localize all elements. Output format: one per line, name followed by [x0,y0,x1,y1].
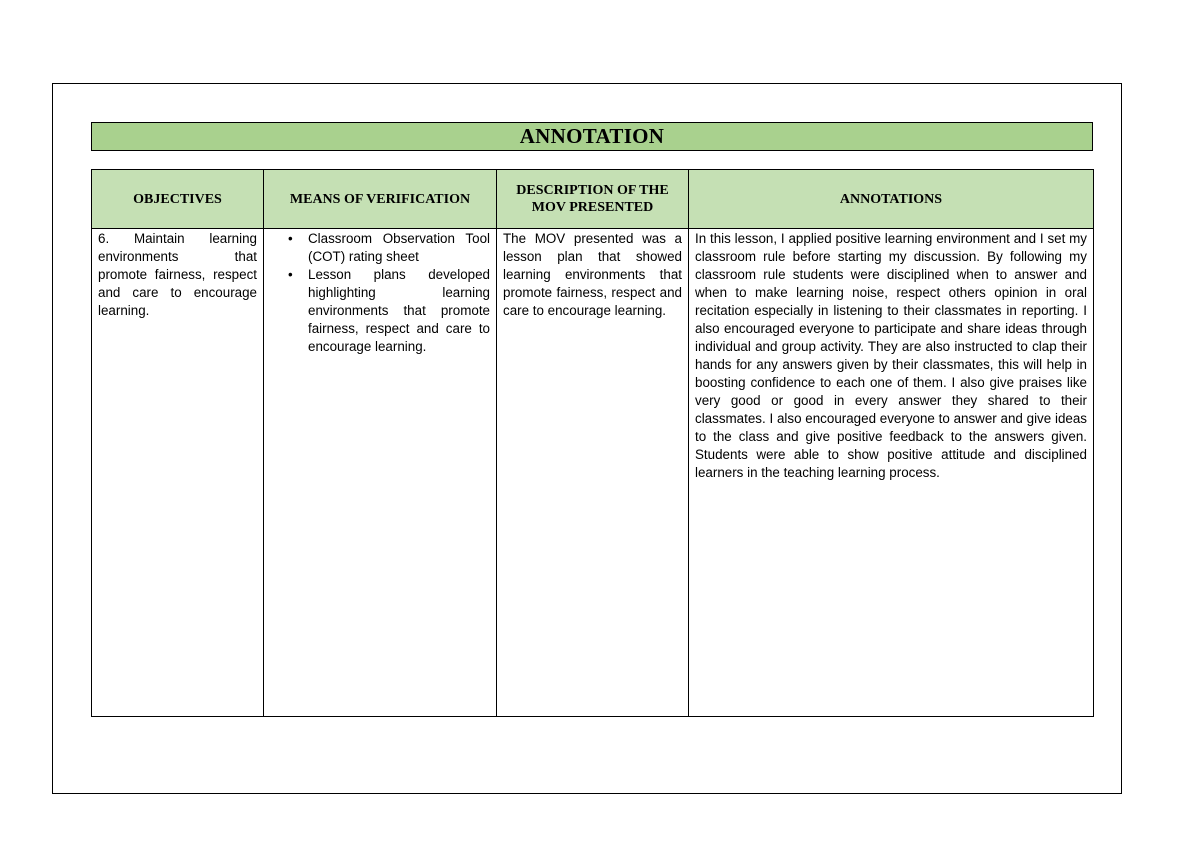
bullet-icon: • [288,231,293,246]
description-cell: The MOV presented was a lesson plan that showed learning environments that promote fairness, respect and care to encourage learning. [497,229,689,717]
mov-list-item: • Classroom Observation Tool (COT) rating sheet [288,231,490,264]
bullet-icon: • [288,267,293,282]
header-description: DESCRIPTION OF THE MOV PRESENTED [497,170,689,229]
mov-cell [264,229,497,717]
annotation-cell: In this lesson, I applied positive learning environment and I set my classroom rule before starting my discussion. By following my classroom rule students were disciplined when to answer and when to make learning noise, respect others opinion in oral recitation especially in listening to their classmates in reporting. I also encouraged everyone to participate and share ideas through individual and group activity. They are also instructed to clap their hands for any answers given by their classmates, this will help in boosting confidence to each one of them. I also give praises like very good or good in every answer they shared to their classmates. I also encouraged everyone to answer and give ideas to the class and give positive feedback to the answers given. Students were able to show positive attitude and disciplined learners in the teaching learning process. [689,229,1094,717]
mov-list [270,230,490,356]
table-row [92,229,1094,717]
header-objectives: OBJECTIVES [92,170,264,229]
table-header-row [92,170,1094,229]
title-banner [91,122,1093,151]
header-annotations: ANNOTATIONS [689,170,1094,229]
annotation-table [91,169,1094,717]
header-means-of-verification: MEANS OF VERIFICATION [264,170,497,229]
mov-list-item: • Lesson plans developed highlighting learning environments that promote fairness, respect and care to encourage learning. [288,267,490,354]
document-title: ANNOTATION [519,124,665,148]
objective-cell: 6. Maintain learning environments that promote fairness, respect and care to encourage learning. [92,229,264,717]
